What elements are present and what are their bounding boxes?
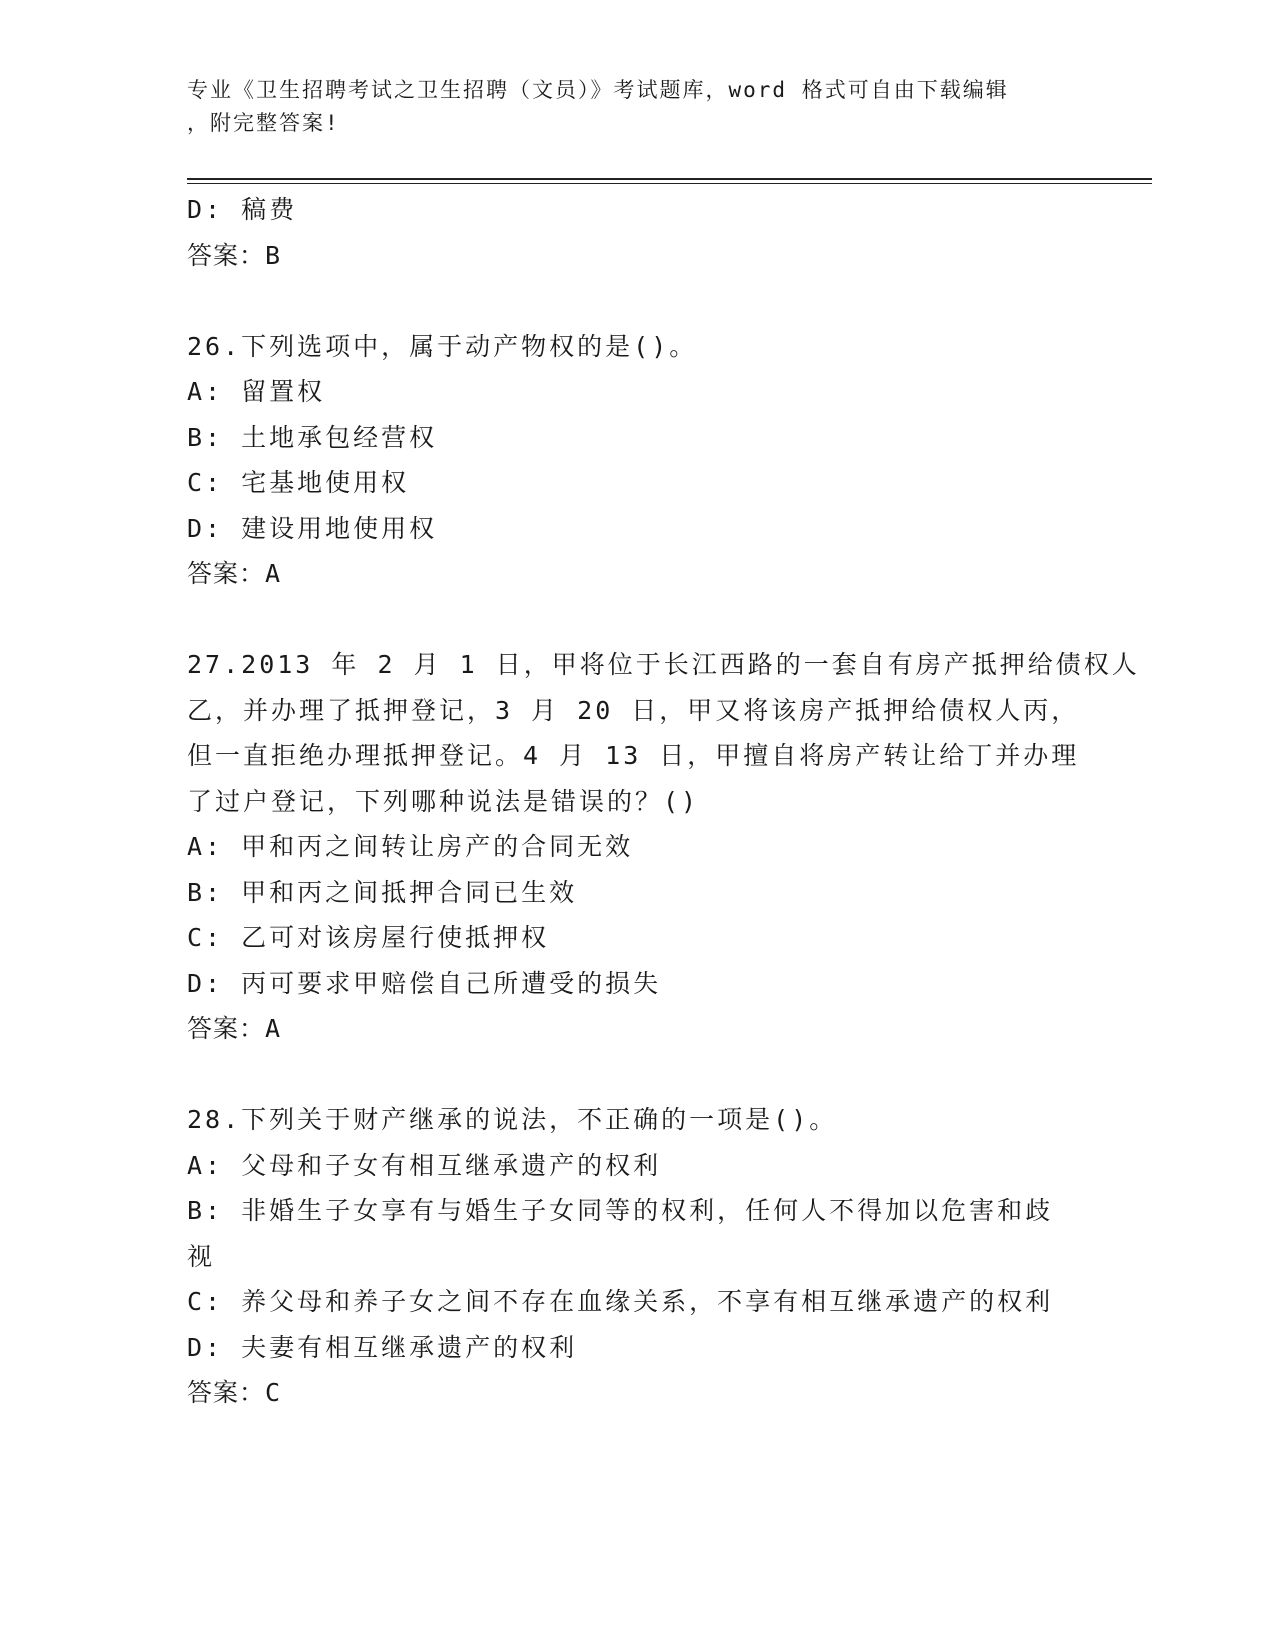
spacer [187,597,1087,643]
option-a: A: 父母和子女有相互继承遗产的权利 [187,1150,662,1180]
document-header [187,74,1067,140]
option-d: D: 夫妻有相互继承遗产的权利 [187,1332,578,1362]
spacer [187,1052,1087,1098]
previous-question-tail [187,187,1087,278]
header-divider-thick [187,178,1152,180]
header-line-2: ，附完整答案! [187,111,340,135]
question-26 [187,324,1087,597]
question-stem: 28.下列关于财产继承的说法，不正确的一项是()。 [187,1105,838,1134]
option-c: C: 宅基地使用权 [187,468,410,497]
header-divider-thin [187,183,1152,184]
option-c: C: 乙可对该房屋行使抵押权 [187,923,550,952]
answer-line: 答案：B [187,240,282,270]
option-a: A: 甲和丙之间转让房产的合同无效 [187,832,634,861]
option-b-line-2: 视 [187,1241,216,1271]
question-list [187,187,1140,1416]
option-d: D: 丙可要求甲赔偿自己所遭受的损失 [187,968,662,998]
answer-line: 答案：A [187,1014,282,1043]
option-a: A: 留置权 [187,377,326,406]
spacer [187,278,1087,324]
question-28 [187,1097,1087,1416]
option-c: C: 养父母和养子女之间不存在血缘关系，不享有相互继承遗产的权利 [187,1287,1054,1316]
header-line-1: 专业《卫生招聘考试之卫生招聘（文员）》考试题库，word 格式可自由下载编辑 [187,78,1009,102]
question-stem-line-1: 27.2013 年 2 月 1 日，甲将位于长江西路的一套自有房产抵押给债权人 [187,650,1140,679]
question-stem-line-2: 乙，并办理了抵押登记，3 月 20 日，甲又将该房产抵押给债权人丙， [187,695,1080,725]
option-b: B: 甲和丙之间抵押合同已生效 [187,877,578,907]
question-27 [187,642,1140,1052]
option-d: D: 稿费 [187,195,298,224]
option-b-line-1: B: 非婚生子女享有与婚生子女同等的权利，任何人不得加以危害和歧 [187,1196,1054,1225]
answer-line: 答案：A [187,559,282,588]
question-stem: 26.下列选项中，属于动产物权的是()。 [187,331,698,361]
option-d: D: 建设用地使用权 [187,513,438,543]
question-stem-line-4: 了过户登记，下列哪种说法是错误的？() [187,786,700,816]
answer-line: 答案：C [187,1378,282,1407]
option-b: B: 土地承包经营权 [187,422,438,452]
question-stem-line-3: 但一直拒绝办理抵押登记。4 月 13 日，甲擅自将房产转让给丁并办理 [187,741,1080,770]
